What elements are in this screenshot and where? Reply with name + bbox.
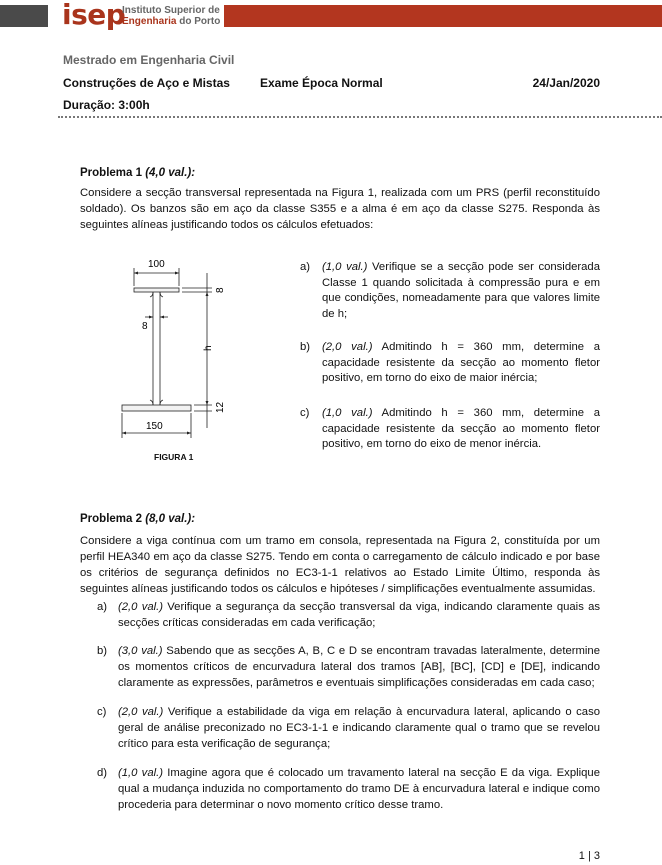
page-number: 1 | 3 xyxy=(578,850,600,862)
problem2-item-a: a) (2,0 val.) Verifique a segurança da secção transversal da viga, indicando claramente quais as secções críticas consideradas em cada verificação; xyxy=(97,601,601,629)
problem1-title: Problema 1 (4,0 val.): xyxy=(80,167,196,179)
header-red-bar xyxy=(224,5,662,27)
course-name: Construções de Aço e Mistas xyxy=(63,76,230,90)
problem2-intro: Considere a viga contínua com um tramo em consola, representada na Figura 2, constituída por um perfil HEA340 em aço da classe S275. Tendo em conta o carregamento de cálculo indicado e por base os critérios de segurança definidos no EC3-1-1 relativos ao Estado Limite Último, responda às seguintes alíneas justificando todos os cálculos e hipóteses / simplificações eventualmente assumidas. xyxy=(80,535,600,595)
problem1-item-a: a) (1,0 val.) Verifique se a secção pode ser considerada Classe 1 quando solicitada à compressão pura e em que condições, nomeadamente para que valores limite de h; xyxy=(300,261,600,320)
dim-top-flange-thickness: 8 xyxy=(215,287,226,293)
problem1-item-b: b) (2,0 val.) Admitindo h = 360 mm, determine a capacidade resistente da secção ao momento fletor positivo, em torno do eixo de maior inércia; xyxy=(300,341,600,384)
header-divider xyxy=(58,116,662,118)
header-gray-bar xyxy=(0,5,48,27)
institute-name-line2: Engenharia do Porto xyxy=(122,16,221,27)
dim-bottom-flange-width: 150 xyxy=(146,421,163,432)
dim-top-flange-width: 100 xyxy=(148,259,165,270)
problem1-item-c: c) (1,0 val.) Admitindo h = 360 mm, determine a capacidade resistente da secção ao momento fletor positivo, em torno do eixo de menor inércia. xyxy=(300,407,600,450)
exam-duration: Duração: 3:00h xyxy=(63,98,150,112)
figure1-caption: FIGURA 1 xyxy=(154,452,194,462)
problem2-title: Problema 2 (8,0 val.): xyxy=(80,513,196,525)
dim-web-thickness: 8 xyxy=(142,321,148,332)
problem2-item-b: b) (3,0 val.) Sabendo que as secções A, B, C e D se encontram travadas lateralmente, determine os momentos críticos de encurvadura lateral dos tramos [AB], [BC], [CD] e [DE], indicando claramente as expressões, parâmetros e eventuais simplificações consideradas em cada caso; xyxy=(97,645,600,689)
problem2-item-d: d) (1,0 val.) Imagine agora que é colocado um travamento lateral na secção E da viga. Explique qual a mudança induzida no comportamento do tramo DE à encurvadura lateral e indique como procederia para determinar o novo momento crítico desse tramo. xyxy=(97,767,600,811)
dim-height: h xyxy=(203,345,214,351)
isep-logo: isep xyxy=(62,0,126,31)
problem1-intro: Considere a secção transversal representada na Figura 1, realizada com um PRS (perfil reconstituído soldado). Os banzos são em aço da classe S355 e a alma é em aço da classe S275. Responda às seguintes alíneas justificando todos os cálculos efetuados: xyxy=(80,187,600,231)
figure1-i-section xyxy=(112,253,242,468)
problem2-item-c: c) (2,0 val.) Verifique a estabilidade da viga em relação à encurvadura lateral, aplicando o caso geral de análise preconizado no EC3-1-1 e indicando claramente qual o tramo que se revelou crítico para esta verificação de segurança; xyxy=(97,706,600,750)
exam-date: 24/Jan/2020 xyxy=(532,76,600,90)
exam-name: Exame Época Normal xyxy=(260,76,383,90)
program-name: Mestrado em Engenharia Civil xyxy=(63,53,235,67)
dim-bottom-flange-thickness: 12 xyxy=(215,401,226,413)
institute-name-line1: Instituto Superior de xyxy=(122,5,220,16)
